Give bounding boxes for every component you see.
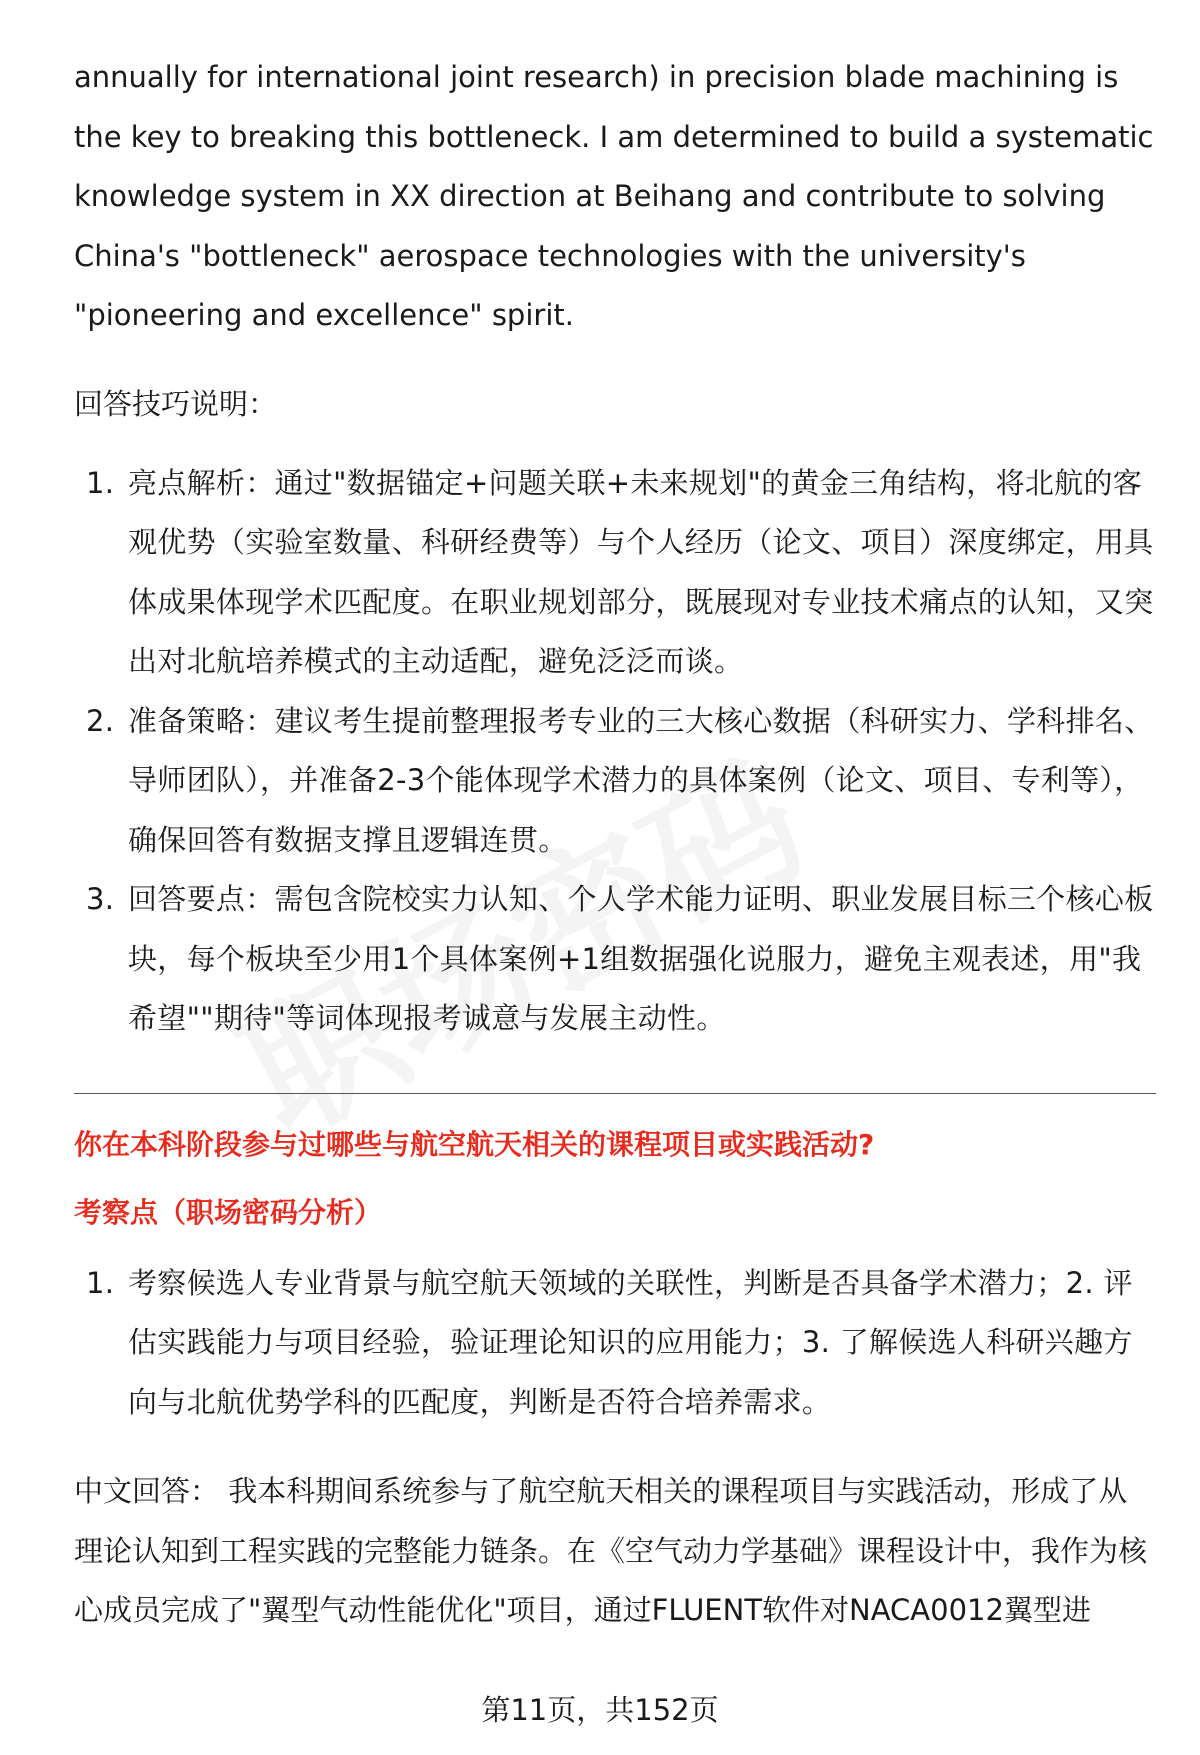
list-number: 1. [86,1265,115,1300]
list-text: 亮点解析：通过"数据锚定+问题关联+未来规划"的黄金三角结构，将北航的客观优势（实验室数量、科研经费等）与个人经历（论文、项目）深度绑定，用具体成果体现学术匹配度。在职业规划部分，既展现对专业技术痛点的认知，又突出对北航培养模式的主动适配，避免泛泛而谈。 [128,465,1154,678]
section-divider [74,1093,1156,1094]
assessment-label: 考察点（职场密码分析） [74,1195,383,1229]
list-number: 1. [86,465,115,500]
list-text: 准备策略：建议考生提前整理报考专业的三大核心数据（科研实力、学科排名、导师团队），并准备2-3个能体现学术潜力的具体案例（论文、项目、专利等），确保回答有数据支撑且逻辑连贯。 [128,703,1154,857]
page-footer: 第11页，共152页 [481,1693,719,1727]
list-number: 3. [86,882,115,916]
question-title: 你在本科阶段参与过哪些与航空航天相关的课程项目或实践活动? [74,1127,875,1161]
list-item [74,1254,1154,1433]
list-text: 考察候选人专业背景与航空航天领域的关联性，判断是否具备学术潜力；2. 评估实践能力与项目经验，验证理论知识的应用能力；3. 了解候选人科研兴趣方向与北航优势学科的匹配度，判断是否符合培养需求。 [128,1265,1133,1419]
list-text: 回答要点：需包含院校实力认知、个人学术能力证明、职业发展目标三个核心板块，每个板块至少用1个具体案例+1组数据强化说服力，避免主观表述，用"我希望""期待"等词体现报考诚意与发展主动性。 [128,882,1154,1035]
list-item [74,692,1154,871]
chinese-answer: 中文回答： 我本科期间系统参与了航空航天相关的课程项目与实践活动，形成了从理论认知到工程实践的完整能力链条。在《空气动力学基础》课程设计中，我作为核心成员完成了"翼型气动性能优化"项目，通过FLUENT软件对NACA0012翼型进 [74,1474,1148,1627]
assessment-list [74,1254,1154,1433]
list-item [74,870,1154,1049]
list-item [74,454,1154,692]
list-number: 2. [86,703,115,738]
document-page [74,48,1154,1641]
tips-list [74,454,1154,1049]
intro-paragraph: annually for international joint research) in precision blade machining is the key to breaking this bottleneck. I am determined to build a systematic knowledge system in XX direction at Beihang and contribute to solving China's "bottleneck" aerospace technologies with the university's "pioneering and excellence" spirit. [74,60,1154,332]
tips-label: 回答技巧说明： [74,386,278,421]
